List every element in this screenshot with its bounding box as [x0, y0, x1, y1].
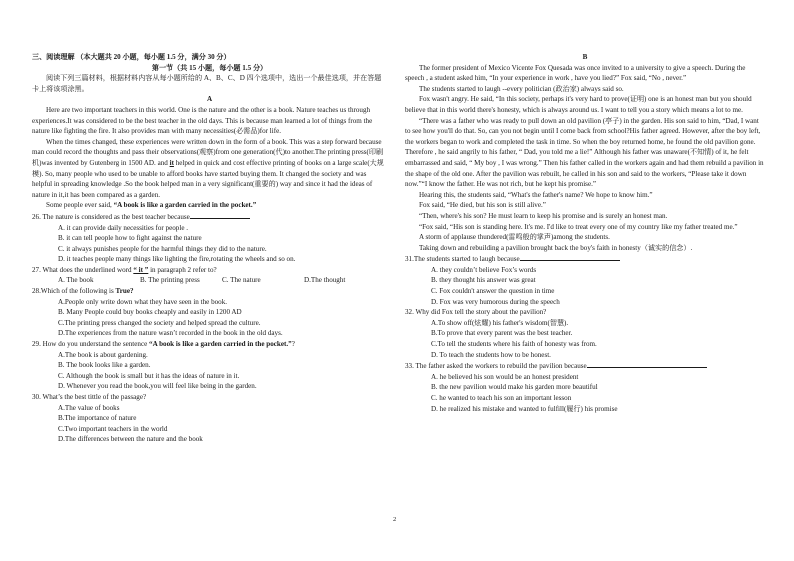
question-31-option-c: C. Fox couldn't answer the question in time — [431, 287, 555, 296]
question-28-true: True? — [115, 287, 134, 296]
paragraph-2-part-1: When the times changed, these experiences were written down in the form of a book. This was a step forward because man could record the thoughts and pass their observations(观察)from one generation(代)to another.The printing press(印刷机)was invented by Gutenberg in 1500 AD. and — [32, 137, 384, 167]
question-26-stem: 26. The nature is considered as the best teacher because — [32, 212, 190, 221]
question-31-option-a: A. they couldn’t believe Fox’s words — [431, 265, 537, 274]
question-30-option-c: C.Two important teachers in the world — [58, 424, 168, 433]
passage-b-paragraph-9: A storm of applause thundered(雷鸣般的掌声)among the students. — [419, 233, 610, 242]
question-27 — [32, 265, 387, 276]
question-27-underlined-it: “ it ” — [133, 265, 149, 274]
question-29-option-c: C. Although the book is small but it has the ideas of nature in it. — [58, 371, 240, 380]
section-instruction: 阅读下列三篇材料，根据材料内容从每小题所给的 A、B、C、D 四个选项中，选出一个最佳选项，并在答题卡上将该项涂黑。 — [32, 74, 382, 93]
question-29 — [32, 339, 387, 350]
question-29-option-a: A.The book is about gardening. — [58, 350, 148, 359]
left-column — [32, 52, 387, 445]
question-28-stem: 28.Which of the following is — [32, 287, 116, 296]
question-32-option-c: C.To tell the students where his faith of honesty was from. — [431, 340, 597, 349]
question-32-option-b: B.To prove that every parent was the best teacher. — [431, 329, 573, 338]
passage-b-paragraph-1: The former president of Mexico Vicente Fox Quesada was once invited to a university to give a speech. During the speech , a student asked him, “In your experience in work , have you lied?” Fox said, “No , never.” — [405, 63, 746, 83]
question-31-option-b: B. they thought his answer was great — [431, 276, 536, 285]
passage-a-label: A — [206, 95, 213, 104]
passage-a-paragraph-1: Here are two important teachers in this world. One is the nature and the other is a book. Nature teaches us through experiences.It was considered to be the best teacher in the old days. This is because man learned a lot of things from the nature like fighting the fire. It also provides man with many necessities(必需品)for life. — [32, 105, 373, 136]
paragraph-3-lead: Some people ever said, — [46, 201, 114, 210]
page-number: 2 — [393, 516, 397, 523]
question-30-option-a: A.The value of books — [58, 403, 120, 412]
question-28-option-d: D.The experiences from the nature wasn’t recorded in the book in the old days. — [58, 329, 283, 338]
section-part: 第一节（共 15 小题，每小题 1.5 分） — [151, 63, 268, 72]
question-31-option-d: D. Fox was very humorous during the speech — [431, 297, 560, 306]
question-28-option-a: A.People only write down what they have seen in the book. — [58, 297, 228, 306]
paragraph-2-part-2: helped in quick and cost effective printing of books on a large scale(大规模). So, many people who used to be unable to afford books have started buying them. It changed the society and was helpful in spreading knowledge .So the book helped man in a very significant(重要的) way and since it had the ideas of nature in it,it has been compared as a garden. — [32, 158, 384, 199]
passage-b-paragraph-10: Taking down and rebuilding a pavilion brought back the boy's faith in honesty（诚实的信念）. — [419, 243, 693, 252]
question-27-option-d: D.The thought — [304, 276, 346, 285]
question-29-quote: “A book is like a garden carried in the pocket.” — [149, 340, 292, 349]
question-29-option-d: D. Whenever you read the book,you will feel like being in the garden. — [58, 382, 257, 391]
question-33-option-c: C. he wanted to teach his son an important lesson — [431, 394, 572, 402]
passage-b-paragraph-3: Fox wasn't angry. He said, “In this society, perhaps it's very hard to prove(证明) one is an honest man but you should believe that in this world there's honesty, which is always around us. I want to tell you a story which means a lot to me. — [405, 95, 752, 114]
question-30-option-b: B.The importance of nature — [58, 414, 137, 423]
question-26-option-d: D. it teaches people many things like lighting the fire,rotating the wheels and so on. — [58, 255, 296, 264]
question-32: 32. Why did Fox tell the story about the pavilion? — [405, 308, 547, 317]
question-31 — [405, 253, 765, 265]
passage-a-paragraph-2 — [32, 137, 387, 201]
question-27-stem: 27. What does the underlined word — [32, 265, 134, 274]
passage-b-paragraph-2: The students started to laugh --every politician (政治家) always said so. — [419, 84, 624, 93]
passage-b-paragraph-5: Hearing this, the students said, “What's the father's name? We hope to know him.” — [419, 190, 653, 199]
passage-b-paragraph-6: Fox said, “He died, but his son is still alive.” — [419, 201, 546, 210]
question-27-stem-end: in paragraph 2 refer to? — [148, 265, 217, 274]
question-27-options — [32, 275, 387, 286]
question-26 — [32, 211, 387, 223]
question-27-option-c: C. The nature — [222, 276, 261, 285]
question-28-option-b: B. Many People could buy books cheaply and easily in 1200 AD — [58, 308, 242, 317]
right-column — [405, 52, 765, 414]
question-33-option-d: D. he realized his mistake and wanted to fulfill(履行) his promise — [431, 404, 618, 413]
question-29-stem-end: ? — [291, 340, 295, 349]
answer-blank — [190, 211, 250, 219]
section-title: 三、阅读理解 （本大题共 20 小题，每小题 1.5 分，满分 30 分） — [32, 53, 231, 61]
question-33-option-a: A. he believed his son would be an honest president — [431, 372, 579, 381]
passage-b-label: B — [582, 53, 588, 61]
question-33 — [405, 360, 765, 372]
question-26-option-a: A. it can provide daily necessities for people . — [58, 223, 189, 232]
question-28 — [32, 286, 387, 297]
question-28-option-c: C.The printing press changed the society and helped spread the culture. — [58, 318, 261, 327]
question-30-option-d: D.The differences between the nature and the book — [58, 435, 203, 444]
question-32-option-a: A.To show off(炫耀) his father's wisdom(智慧). — [431, 318, 569, 327]
passage-b-paragraph-7: “Then, where's his son? He must learn to keep his promise and is surely an honest man. — [419, 211, 668, 220]
question-27-option-a: A. The book — [58, 276, 94, 285]
passage-b-paragraph-8: “Fox said, “His son is standing here. It's me. I'd like to treat every one of my country like my father treated me.” — [419, 222, 738, 231]
question-27-option-b: B. The printing press — [140, 276, 200, 285]
question-33-option-b: B. the new pavilion would make his garden more beautiful — [431, 383, 598, 392]
question-33-stem: 33. The father asked the workers to rebuild the pavilion because — [405, 362, 587, 371]
answer-blank — [520, 253, 620, 261]
question-26-option-b: B. it can tell people how to fight against the nature — [58, 234, 202, 243]
underlined-it: it — [169, 158, 174, 167]
passage-a-paragraph-3 — [32, 200, 387, 211]
passage-b-paragraph-4: “There was a father who was ready to pull down an old pavilion (亭子) in the garden. His son said to him, “Dad, I want to see how you'll do that. So, can you not begin until I come back from school?His father agreed. However, after the boy left, the workers began to work and completed the task in time. So when the boy returned home, he found the old pavilion gone. Therefore , he said angrily to his father, “ Dad, you told me a lie!” Although his father was unaware(不知情) of it, he felt embarrassed and said, “ My boy , I was wrong.” Then his father called in the workers again and had them rebuild a pavilion in the shape of the old one. After the pavilion was rebuilt, he called in his son and said to the workers, “Please take it down now.”“I know the father. He was not rich, but he kept his promise.” — [405, 116, 764, 189]
question-32-option-d: D. To teach the students how to be honest. — [431, 350, 551, 359]
question-26-option-c: C. it always punishes people for the harmful things they did to the nature. — [58, 244, 267, 253]
question-30: 30. What’s the best tittle of the passage? — [32, 393, 147, 401]
question-29-stem: 29. How do you understand the sentence — [32, 340, 150, 349]
question-31-stem: 31.The students started to laugh because — [405, 255, 520, 264]
answer-blank — [587, 360, 707, 368]
question-29-option-b: B. The book looks like a garden. — [58, 361, 151, 370]
garden-quote: “A book is like a garden carried in the pocket.” — [113, 201, 257, 210]
